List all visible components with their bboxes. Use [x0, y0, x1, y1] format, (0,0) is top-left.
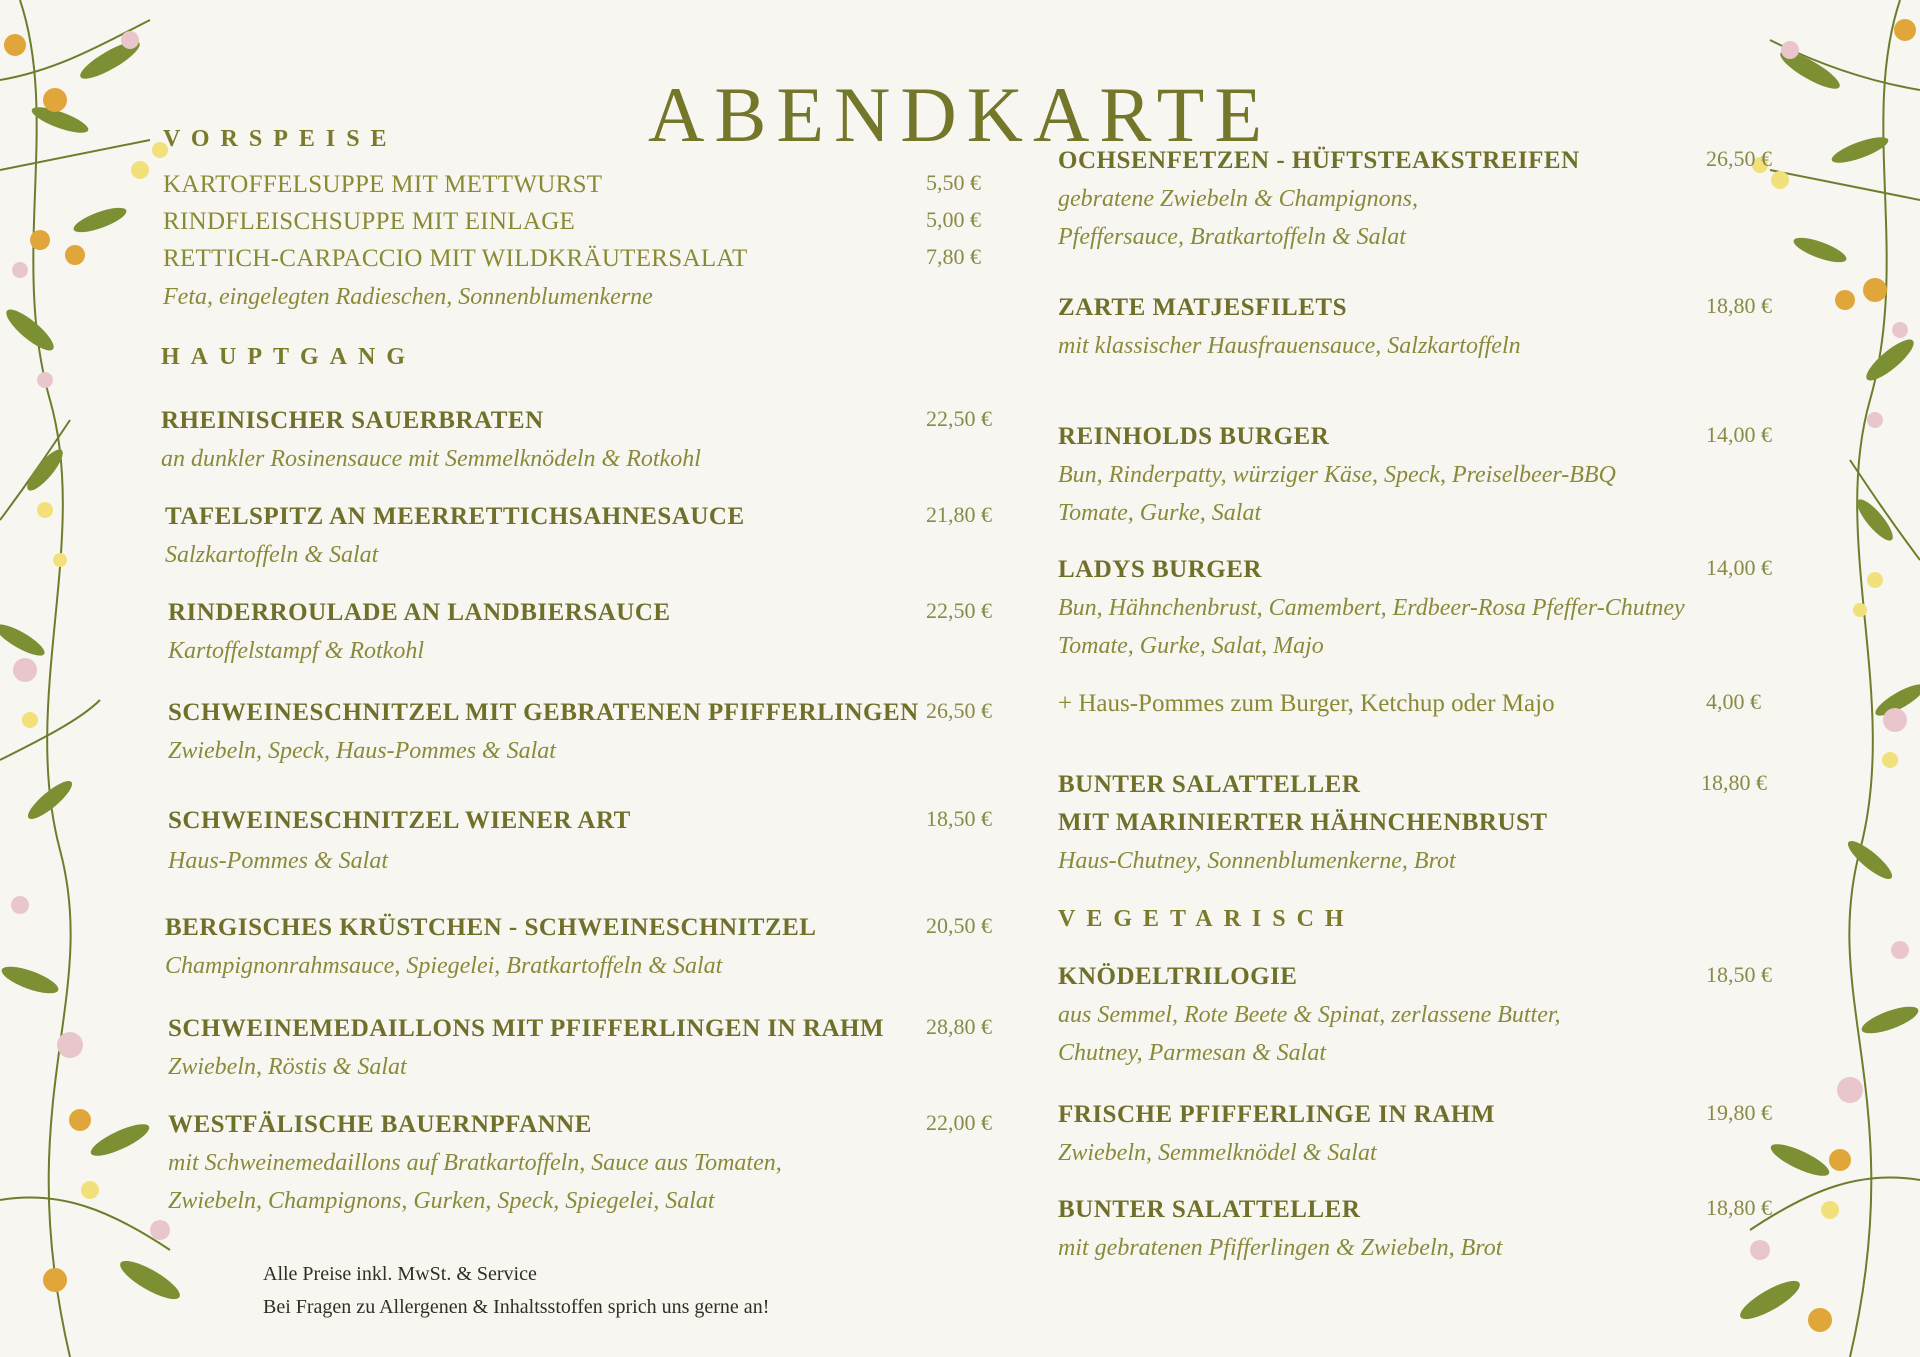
item-description: Bun, Rinderpatty, würziger Käse, Speck, Preiselbeer-BBQ: [1058, 462, 1616, 488]
item-price: 14,00 €: [1706, 555, 1772, 580]
item-name: WESTFÄLISCHE BAUERNPFANNE: [168, 1111, 592, 1138]
item-name: TAFELSPITZ AN MEERRETTICHSAHNESAUCE: [165, 503, 745, 530]
menu-item: [1058, 1096, 1772, 1172]
floral-border-right: [1700, 0, 1920, 1357]
item-price: 21,80 €: [926, 502, 992, 527]
menu-item: [165, 909, 992, 985]
menu-item: [165, 498, 992, 574]
item-description: Salzkartoffeln & Salat: [165, 542, 379, 568]
item-description: Zwiebeln, Speck, Haus-Pommes & Salat: [168, 738, 556, 764]
item-description: Haus-Chutney, Sonnenblumenkerne, Brot: [1058, 848, 1456, 874]
menu-item: [163, 203, 981, 241]
item-description: mit klassischer Hausfrauensauce, Salzkartoffeln: [1058, 333, 1521, 359]
item-price: 4,00 €: [1706, 689, 1761, 714]
item-name: RETTICH-CARPACCIO MIT WILDKRÄUTERSALAT: [163, 245, 748, 272]
item-price: 18,80 €: [1706, 293, 1772, 318]
item-price: 22,50 €: [926, 598, 992, 623]
menu-item: [1058, 142, 1772, 256]
section-heading-vorspeise: VORSPEISE: [163, 126, 398, 152]
item-price: 5,00 €: [926, 207, 981, 232]
item-description: an dunkler Rosinensauce mit Semmelknödeln & Rotkohl: [161, 446, 701, 472]
item-name: ZARTE MATJESFILETS: [1058, 294, 1347, 321]
item-name: SCHWEINESCHNITZEL MIT GEBRATENEN PFIFFERLINGEN: [168, 699, 919, 726]
item-name: BUNTER SALATTELLER: [1058, 771, 1361, 798]
item-price: 28,80 €: [926, 1014, 992, 1039]
item-name: RHEINISCHER SAUERBRATEN: [161, 407, 544, 434]
item-name: + Haus-Pommes zum Burger, Ketchup oder Majo: [1058, 690, 1555, 717]
item-description: Zwiebeln, Champignons, Gurken, Speck, Spiegelei, Salat: [168, 1188, 715, 1214]
item-description: Bun, Hähnchenbrust, Camembert, Erdbeer-Rosa Pfeffer-Chutney: [1058, 595, 1685, 621]
item-price: 22,00 €: [926, 1110, 992, 1135]
item-name: SCHWEINEMEDAILLONS MIT PFIFFERLINGEN IN RAHM: [168, 1015, 885, 1042]
menu-item: [1058, 1191, 1772, 1267]
item-price: 22,50 €: [926, 406, 992, 431]
item-price: 18,50 €: [1706, 962, 1772, 987]
item-description: Tomate, Gurke, Salat: [1058, 500, 1262, 526]
menu-item: [1058, 766, 1767, 880]
section-heading-hauptgang: HAUPTGANG: [161, 344, 416, 370]
item-price: 26,50 €: [926, 698, 992, 723]
menu-item: [168, 802, 992, 880]
menu-item: [1058, 289, 1772, 365]
menu-item: [1058, 418, 1772, 532]
item-description: mit gebratenen Pfifferlingen & Zwiebeln, Brot: [1058, 1235, 1503, 1261]
item-name: MIT MARINIERTER HÄHNCHENBRUST: [1058, 809, 1548, 836]
item-name: KARTOFFELSUPPE MIT METTWURST: [163, 171, 603, 198]
menu-item: [168, 694, 992, 770]
item-price: 18,80 €: [1706, 1195, 1772, 1220]
menu-title: ABENDKARTE: [648, 71, 1272, 159]
item-price: 20,50 €: [926, 913, 992, 938]
item-name: RINDERROULADE AN LANDBIERSAUCE: [168, 599, 671, 626]
menu-item: [163, 166, 981, 204]
item-description: Haus-Pommes & Salat: [168, 848, 388, 874]
menu-item: [1058, 685, 1761, 723]
item-price: 14,00 €: [1706, 422, 1772, 447]
item-description: Champignonrahmsauce, Spiegelei, Bratkartoffeln & Salat: [165, 953, 723, 979]
item-description: mit Schweinemedaillons auf Bratkartoffeln, Sauce aus Tomaten,: [168, 1150, 782, 1176]
item-description: Kartoffelstampf & Rotkohl: [168, 638, 424, 664]
item-name: REINHOLDS BURGER: [1058, 423, 1330, 450]
item-name: KNÖDELTRILOGIE: [1058, 963, 1298, 990]
item-price: 18,50 €: [926, 806, 992, 831]
item-description: aus Semmel, Rote Beete & Spinat, zerlassene Butter,: [1058, 1002, 1561, 1028]
item-description: Tomate, Gurke, Salat, Majo: [1058, 633, 1324, 659]
menu-item: [168, 1106, 992, 1220]
menu-item: [1058, 551, 1772, 665]
item-name: BUNTER SALATTELLER: [1058, 1196, 1361, 1223]
item-description: Zwiebeln, Röstis & Salat: [168, 1054, 407, 1080]
footer-line-allergens: Bei Fragen zu Allergenen & Inhaltsstoffen sprich uns gerne an!: [263, 1296, 770, 1318]
item-description: Pfeffersauce, Bratkartoffeln & Salat: [1058, 224, 1406, 250]
item-name: OCHSENFETZEN - HÜFTSTEAKSTREIFEN: [1058, 147, 1580, 174]
item-price: 18,80 €: [1701, 770, 1767, 795]
item-name: BERGISCHES KRÜSTCHEN - SCHWEINESCHNITZEL: [165, 914, 817, 941]
item-name: SCHWEINESCHNITZEL WIENER ART: [168, 807, 631, 834]
item-description: Chutney, Parmesan & Salat: [1058, 1040, 1326, 1066]
menu-item: [1058, 958, 1772, 1072]
menu-item: [163, 240, 981, 316]
item-price: 5,50 €: [926, 170, 981, 195]
item-name: FRISCHE PFIFFERLINGE IN RAHM: [1058, 1101, 1495, 1128]
footer-note: [263, 1258, 769, 1324]
item-price: 26,50 €: [1706, 146, 1772, 171]
item-price: 7,80 €: [926, 244, 981, 269]
menu-item: [168, 1010, 992, 1086]
item-description: Feta, eingelegten Radieschen, Sonnenblumenkerne: [163, 284, 653, 310]
item-name: LADYS BURGER: [1058, 556, 1262, 583]
item-description: gebratene Zwiebeln & Champignons,: [1058, 186, 1418, 212]
item-price: 19,80 €: [1706, 1100, 1772, 1125]
section-heading-vegetarisch: VEGETARISCH: [1058, 906, 1355, 932]
item-name: RINDFLEISCHSUPPE MIT EINLAGE: [163, 208, 576, 235]
menu-item: [161, 402, 992, 478]
menu-item: [168, 594, 992, 670]
footer-line-prices: Alle Preise inkl. MwSt. & Service: [263, 1263, 537, 1285]
item-description: Zwiebeln, Semmelknödel & Salat: [1058, 1140, 1377, 1166]
